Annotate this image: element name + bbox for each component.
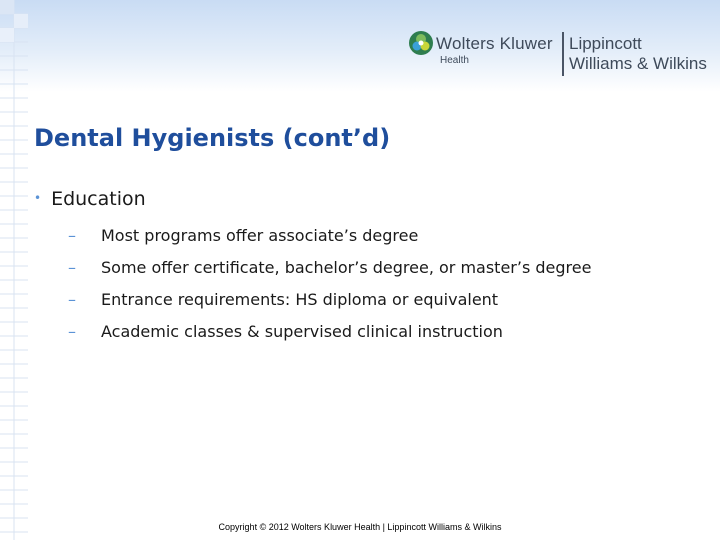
dash-marker: – (68, 226, 76, 245)
sub-bullet-item (68, 322, 503, 341)
sub-bullet-item (68, 226, 418, 245)
bullet-education (34, 188, 146, 210)
slide-title: Dental Hygienists (cont’d) (34, 124, 391, 152)
sub-bullet-text: Entrance requirements: HS diploma or equivalent (101, 290, 499, 309)
logo-brand-line1: Lippincott (569, 34, 642, 53)
logo-brand-line2: Williams & Wilkins (569, 54, 707, 73)
footer-copyright: Copyright © 2012 Wolters Kluwer Health | Lippincott Williams & Wilkins (218, 522, 502, 532)
bullet-marker: • (34, 191, 42, 205)
dash-marker: – (68, 258, 76, 277)
sub-bullet-text: Some offer certificate, bachelor’s degree, or master’s degree (101, 258, 592, 277)
globe-icon (408, 30, 434, 56)
sub-bullet-item (68, 290, 498, 309)
sub-bullet-item (68, 258, 591, 277)
grid-decoration (0, 0, 28, 540)
sub-bullet-text: Most programs offer associate’s degree (101, 226, 419, 245)
bullet-text: Education (51, 188, 146, 210)
sub-bullet-text: Academic classes & supervised clinical instruction (101, 322, 503, 341)
logo-divider (562, 32, 564, 76)
publisher-logo (408, 30, 714, 78)
logo-company: Wolters Kluwer (436, 34, 553, 53)
logo-division: Health (440, 55, 469, 66)
dash-marker: – (68, 322, 76, 341)
dash-marker: – (68, 290, 76, 309)
